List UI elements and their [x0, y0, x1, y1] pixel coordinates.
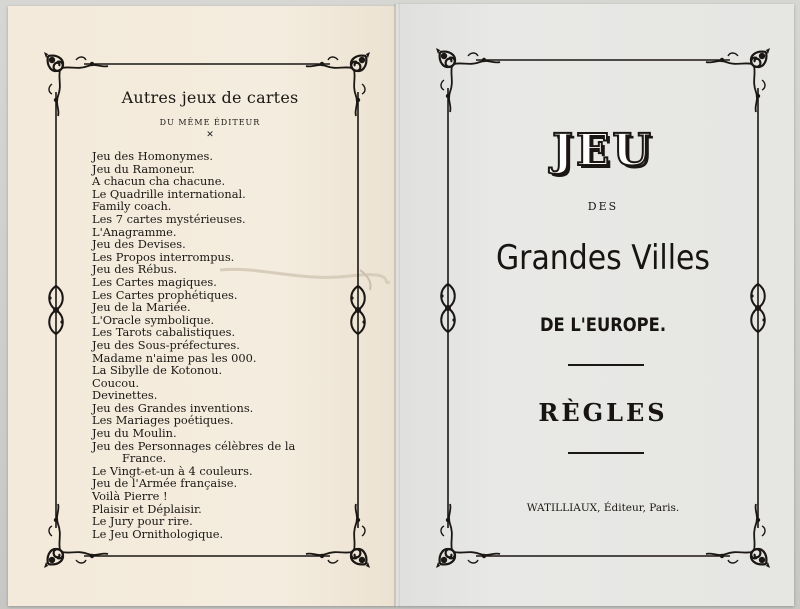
list-item: Family coach.	[92, 199, 172, 214]
corner-flourish-icon	[436, 48, 500, 112]
cover-europe: DE L'EUROPE.	[539, 314, 667, 336]
list-item: Jeu des Devises.	[92, 237, 186, 252]
list-item: Les Cartes prophétiques.	[92, 287, 238, 302]
list-item: Les Tarots cabalistiques.	[92, 325, 236, 340]
center-fold	[394, 4, 400, 607]
list-item: Jeu de la Mariée.	[92, 300, 191, 315]
cover-publisher: WATILLIAUX, Éditeur, Paris.	[526, 502, 680, 514]
list-item: Plaisir et Déplaisir.	[92, 501, 202, 516]
list-item: Jeu des Grandes inventions.	[92, 400, 254, 415]
list-item: L'Anagramme.	[92, 224, 177, 239]
left-page-title: Autres jeux de cartes	[121, 88, 299, 107]
list-item: Jeu du Moulin.	[92, 426, 177, 441]
separator-cross-icon: ✕	[206, 130, 214, 140]
list-item: Le Quadrille international.	[92, 186, 246, 201]
list-item: A chacun cha chacune.	[92, 174, 226, 189]
left-page-subtitle: DU MÊME ÉDITEUR	[159, 118, 261, 127]
list-item: L'Oracle symbolique.	[92, 312, 215, 327]
list-item: Le Vingt-et-un à 4 couleurs.	[92, 463, 253, 478]
list-item: Jeu des Homonymes.	[92, 149, 213, 163]
list-item: La Sibylle de Kotonou.	[92, 363, 223, 378]
list-item: Les Propos interrompus.	[92, 249, 235, 264]
list-item: Jeu des Personnages célèbres de la	[92, 438, 296, 453]
corner-flourish-icon	[706, 48, 770, 112]
cover-jeu: JEU	[552, 125, 654, 176]
list-item: Les Cartes magiques.	[92, 274, 217, 289]
list-item: Jeu de l'Armée française.	[92, 476, 238, 491]
list-item: Devinettes.	[92, 388, 158, 403]
list-item	[92, 452, 362, 465]
list-item: Le Jeu Ornithologique.	[92, 526, 224, 541]
game-list	[92, 150, 362, 540]
list-item: Jeu du Ramoneur.	[92, 161, 196, 176]
list-item: Madame n'aime pas les 000.	[92, 350, 257, 365]
list-item-continuation: France.	[122, 451, 167, 466]
cover-des: DES	[587, 200, 619, 213]
list-item: Jeu des Sous-préfectures.	[92, 337, 240, 352]
divider-rule	[568, 364, 644, 366]
list-item: Les 7 cartes mystérieuses.	[92, 211, 246, 226]
list-item: Coucou.	[92, 375, 140, 390]
list-item: Voilà Pierre !	[92, 489, 168, 504]
cover-regles: RÈGLES	[538, 398, 668, 427]
cover-title: Grandes Villes	[495, 238, 711, 278]
list-item: Le Jury pour rire.	[92, 514, 193, 529]
divider-rule	[568, 452, 644, 454]
list-item: Les Mariages poétiques.	[92, 413, 234, 428]
list-item: Jeu des Rébus.	[92, 262, 178, 277]
